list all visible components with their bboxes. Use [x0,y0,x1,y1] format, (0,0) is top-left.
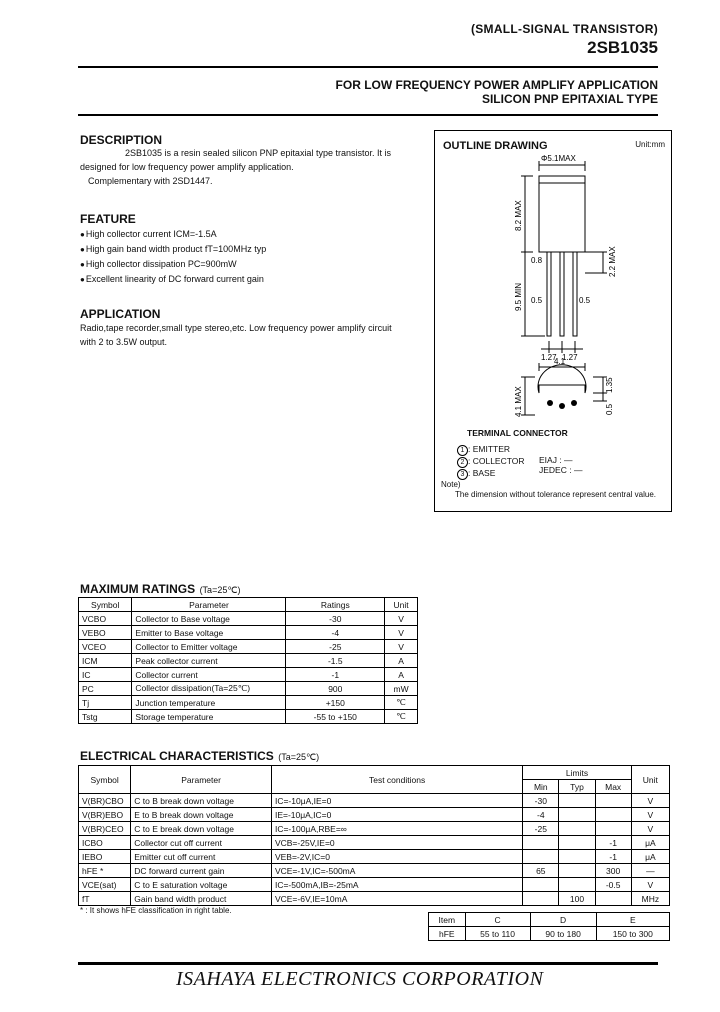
table-row: VCE(sat) C to E saturation voltage IC=-500mA,IB=-25mA -0.5 V [79,878,670,892]
header-cell: Item [429,913,466,927]
dim-pitch-2: 1.27 [562,353,578,362]
electrical-condition: (Ta=25℃) [278,752,320,762]
header-cell: Parameter [132,598,286,612]
type-line: SILICON PNP EPITAXIAL TYPE [481,92,658,106]
hfe-footnote: * : It shows hFE classification in right table. [80,906,232,915]
company-name: ISAHAYA ELECTRONICS CORPORATION [176,968,544,990]
dim-lead-w1: 0.5 [531,296,543,305]
table-row: VEBO Emitter to Base voltage -4 V [79,626,418,640]
description-line-2: designed for low frequency power amplify application. [80,162,294,172]
dim-height-max: 8.2 MAX [514,200,523,231]
terminal-item: 3 : BASE [457,468,525,480]
table-row: fT Gain band width product VCE=-6V,IE=10mA 100 MHz [79,892,670,906]
lead-collector [560,252,564,336]
header-divider [78,66,658,68]
application-title: APPLICATION [80,307,161,321]
terminal-item: 2 : COLLECTOR [457,456,525,468]
description-line-3: Complementary with 2SD1447. [88,176,213,186]
terminal-connector-title: TERMINAL CONNECTOR [467,428,568,438]
feature-item: ● High collector current ICM=-1.5A [80,227,425,242]
lead-emitter [547,252,551,336]
dim-pitch-1: 1.27 [541,353,557,362]
table-row: IEBO Emitter cut off current VEB=-2V,IC=0 -1 μA [79,850,670,864]
table-row: hFE 55 to 110 90 to 180 150 to 300 [429,927,670,941]
eiaj-label: EIAJ : — [539,455,573,465]
feature-item: ● High gain band width product fT=100MHz typ [80,242,425,257]
terminal-item: 1 : EMITTER [457,444,525,456]
dim-lead-length: 9.5 MIN [514,282,523,311]
feature-list [80,227,425,287]
table-row: ICM Peak collector current -1.5 A [79,654,418,668]
table-row: IC Collector current -1 A [79,668,418,682]
header-cell: E [596,913,669,927]
electrical-heading [80,747,319,765]
header-cell: Symbol [79,766,131,794]
table-row: hFE * DC forward current gain VCE=-1V,IC=-500mA 65 300 — [79,864,670,878]
electrical-title: ELECTRICAL CHARACTERISTICS [80,749,274,763]
max-ratings-table [78,597,418,724]
part-number: 2SB1035 [587,38,658,57]
header-cell: D [530,913,596,927]
dim-bottom-height: 4.1 MAX [514,386,523,417]
dim-flat-1: 1.35 [605,377,614,393]
description-line-1: 2SB1035 is a resin sealed silicon PNP epitaxial type transistor. It is [125,148,391,158]
dim-lead-side: 2.2 MAX [608,246,617,277]
max-ratings-title: MAXIMUM RATINGS [80,582,196,596]
header-cell: Parameter [131,766,272,794]
table-row: V(BR)CBO C to B break down voltage IC=-10μA,IE=0 -30 V [79,794,670,808]
outline-title: OUTLINE DRAWING [443,140,548,152]
pin-label-1: 1 [547,395,551,401]
table-row: Tstg Storage temperature -55 to +150 ℃ [79,710,418,724]
header-cell: Limits [523,766,632,780]
application-body [80,321,425,349]
footer-divider [78,962,658,965]
application-line-1: Radio,tape recorder,small type stereo,etc. Low frequency power amplify circuit [80,323,392,333]
hfe-class-table [428,912,670,941]
feature-item: ● Excellent linearity of DC forward current gain [80,272,425,287]
header-divider-bottom [78,114,658,116]
note-text: The dimension without tolerance represent central value. [455,490,656,499]
unit-label: Unit:mm [635,140,665,149]
header-cell: Typ [559,780,595,794]
table-row: ICBO Collector cut off current VCB=-25V,IE=0 -1 μA [79,836,670,850]
header-cell: C [465,913,530,927]
table-header-row [429,913,670,927]
description-title: DESCRIPTION [80,133,163,147]
pin-label-3: 3 [571,395,575,401]
outline-drawing [435,131,671,431]
table-row: Tj Junction temperature +150 ℃ [79,696,418,710]
max-ratings-heading [80,580,240,598]
dim-width-max: Φ5.1MAX [541,154,576,163]
jedec-label: JEDEC : — [539,465,583,475]
header-cell: Test conditions [271,766,522,794]
dim-bottom-width: 4.1 [554,357,566,366]
note-label: Note) [441,480,461,489]
application-line-2: with 2 to 3.5W output. [80,337,168,347]
header-cell: Ratings [286,598,385,612]
max-ratings-condition: (Ta=25℃) [199,585,241,595]
feature-item: ● High collector dissipation PC=900mW [80,257,425,272]
pin-label-2: 2 [559,398,563,404]
lead-base [573,252,577,336]
table-row: VCEO Collector to Emitter voltage -25 V [79,640,418,654]
header-subtitle [336,78,658,106]
description-body [80,146,425,188]
table-row: V(BR)EBO E to B break down voltage IE=-10μA,IC=0 -4 V [79,808,670,822]
table-row: VCBO Collector to Base voltage -30 V [79,612,418,626]
dim-flat-2: 0.5 [605,403,614,415]
header-cell: Unit [385,598,418,612]
table-header-row [79,766,670,780]
header-cell: Symbol [79,598,132,612]
dim-lead-top: 0.8 [531,256,543,265]
header-cell: Max [595,780,631,794]
header-cell: Unit [631,766,669,794]
table-row: V(BR)CEO C to E break down voltage IC=-100μA,RBE=∞ -25 V [79,822,670,836]
feature-title: FEATURE [80,212,136,226]
transistor-body [539,176,585,252]
table-row: PC Collector dissipation(Ta=25℃) 900 mW [79,682,418,696]
table-header-row [79,598,418,612]
category-label: (SMALL-SIGNAL TRANSISTOR) [470,22,658,36]
outline-drawing-box [434,130,672,512]
header-cell: Min [523,780,559,794]
terminal-list [457,444,525,480]
electrical-table [78,765,670,906]
application-line: FOR LOW FREQUENCY POWER AMPLIFY APPLICATION [335,78,658,92]
dim-lead-w2: 0.5 [579,296,591,305]
bottom-view [538,365,586,393]
